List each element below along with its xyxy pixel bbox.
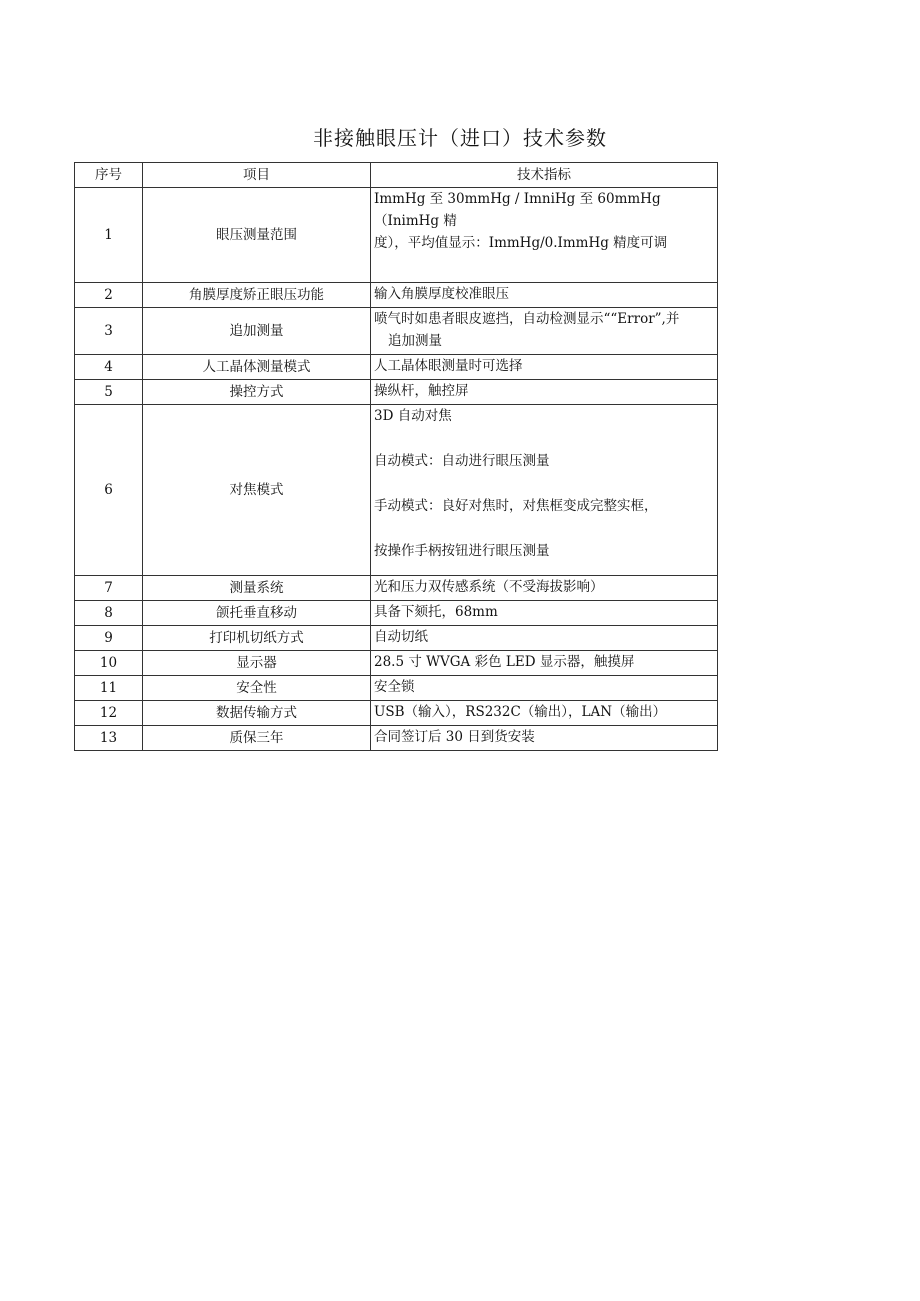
header-item: 项目 [143,163,371,188]
header-spec: 技术指标 [371,163,718,188]
row-item: 操控方式 [143,380,371,405]
row-item: 颌托垂直移动 [143,601,371,626]
row-item: 安全性 [143,676,371,701]
spec-table [74,162,718,751]
table-row [75,651,718,676]
document-title: 非接触眼压计（进口）技术参数 [313,126,607,150]
header-no: 序号 [75,163,143,188]
spec-line: 光和压力双传感系统（不受海拔影响） [374,579,604,595]
spec-line: 手动模式：良好对焦时，对焦框变成完整实框， [374,498,658,514]
row-item: 打印机切纸方式 [143,626,371,651]
spec-line: 喷气时如患者眼皮遮挡，自动检测显示““Error”,并 [374,311,680,327]
row-number: 1 [75,188,143,283]
spec-line: 具备下颏托，68mm [374,604,498,620]
row-item: 追加测量 [143,308,371,355]
spec-line: 输入角膜厚度校准眼压 [374,286,509,302]
row-spec [371,676,718,701]
row-number: 13 [75,726,143,751]
table-row [75,308,718,355]
row-number: 2 [75,283,143,308]
spec-line: 人工晶体眼测量时可选择 [374,358,523,374]
row-item: 人工晶体测量模式 [143,355,371,380]
row-spec [371,576,718,601]
table-row [75,601,718,626]
row-item: 显示器 [143,651,371,676]
spec-line: 3D 自动对焦 [374,408,452,424]
spec-line: 追加测量 [388,333,442,349]
table-row [75,355,718,380]
row-number: 8 [75,601,143,626]
row-number: 3 [75,308,143,355]
row-spec [371,726,718,751]
row-item: 质保三年 [143,726,371,751]
spec-line: 操纵杆，触控屏 [374,383,469,399]
table-row [75,726,718,751]
spec-line: 安全锁 [374,679,415,695]
row-number: 7 [75,576,143,601]
row-spec [371,380,718,405]
spec-spacer [374,472,714,495]
row-number: 10 [75,651,143,676]
spec-line: 合同签订后 30 日到货安装 [374,729,535,745]
table-row [75,283,718,308]
spec-line: 按操作手柄按钮进行眼压测量 [374,543,550,559]
row-spec [371,188,718,283]
row-spec [371,601,718,626]
table-row [75,701,718,726]
row-number: 4 [75,355,143,380]
table-header-row [75,163,718,188]
spec-spacer [374,517,714,540]
row-number: 5 [75,380,143,405]
row-number: 6 [75,405,143,576]
row-number: 11 [75,676,143,701]
spec-line: 28.5 寸 WVGA 彩色 LED 显示器，触摸屏 [374,654,635,670]
row-item: 数据传输方式 [143,701,371,726]
row-spec [371,626,718,651]
row-spec [371,405,718,576]
row-spec [371,355,718,380]
row-spec [371,651,718,676]
row-number: 12 [75,701,143,726]
table-row [75,626,718,651]
spec-line: 自动切纸 [374,629,428,645]
table-row [75,676,718,701]
table-row [75,576,718,601]
row-number: 9 [75,626,143,651]
spec-spacer [374,427,714,450]
row-spec [371,308,718,355]
row-item: 眼压测量范围 [143,188,371,283]
spec-line: 度），平均值显示：ImmHg/0.ImmHg 精度可调 [374,235,668,251]
table-row [75,188,718,283]
row-spec [371,283,718,308]
table-row [75,380,718,405]
row-spec [371,701,718,726]
row-item: 测量系统 [143,576,371,601]
table-row [75,405,718,576]
spec-line: USB（输入），RS232C（输出），LAN（输出） [374,704,667,720]
spec-line: 自动模式：自动进行眼压测量 [374,453,550,469]
spec-line: ImmHg 至 30mmHg / ImniHg 至 60mmHg（InimHg 精 [374,191,661,229]
row-item: 角膜厚度矫正眼压功能 [143,283,371,308]
row-item: 对焦模式 [143,405,371,576]
